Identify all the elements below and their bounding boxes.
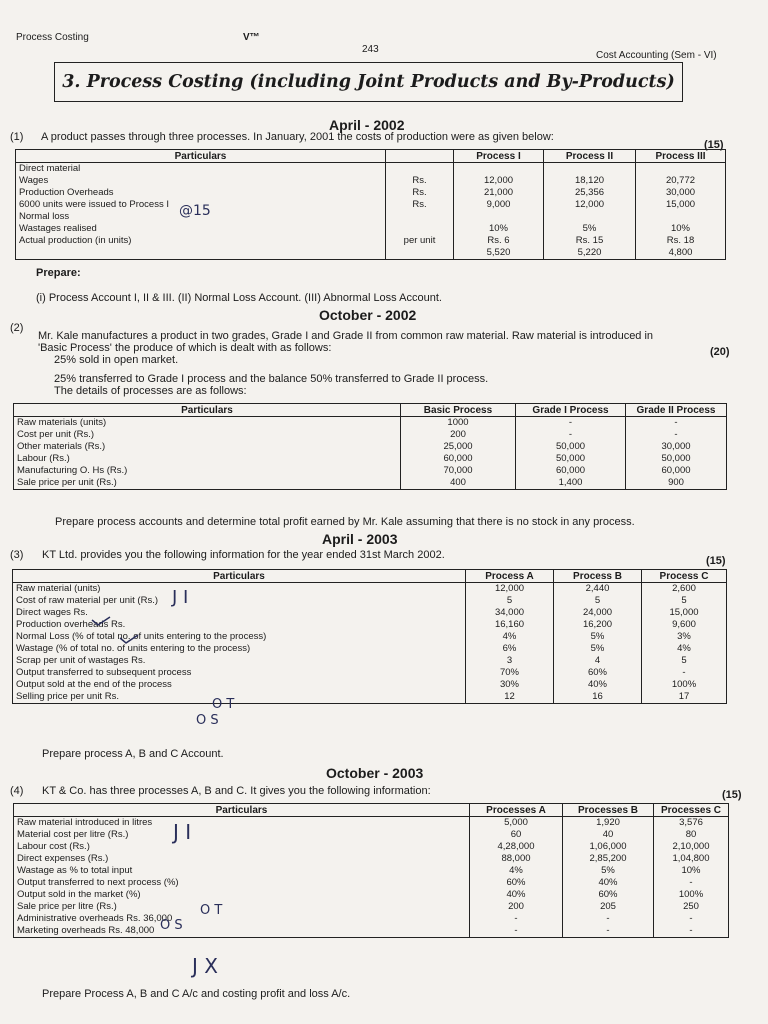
table-row <box>14 865 729 877</box>
table-cell: 40% <box>554 679 642 691</box>
table-cell: 30,000 <box>626 441 727 453</box>
q2-marks: (20) <box>710 346 730 358</box>
table-cell: 100% <box>654 889 729 901</box>
q1-marks: (15) <box>704 139 724 151</box>
table-cell: 3,576 <box>654 817 729 830</box>
q2-footer: Prepare process accounts and determine total profit earned by Mr. Kale assuming that there is no stock in any process. <box>55 516 635 528</box>
q4-col-header: Particulars <box>14 804 470 817</box>
table-cell: 40% <box>470 889 563 901</box>
table-cell: 1,04,800 <box>654 853 729 865</box>
table-cell: 88,000 <box>470 853 563 865</box>
table-cell: 6% <box>466 643 554 655</box>
handwritten-q4-os: O S <box>160 918 183 933</box>
table-row <box>13 679 727 691</box>
table-cell: 70% <box>466 667 554 679</box>
table-cell: Output sold at the end of the process <box>13 679 466 691</box>
handwritten-q4-ti: J I <box>173 820 192 844</box>
table-cell: 9,000 <box>454 199 544 211</box>
q2-table-body <box>14 417 727 490</box>
table-cell: 25,000 <box>401 441 516 453</box>
q1-col-header <box>386 150 454 163</box>
handwritten-check-marks <box>90 612 150 652</box>
table-cell: 9,600 <box>642 619 727 631</box>
table-cell: Production overheads Rs. <box>13 619 466 631</box>
handwritten-q3-ot: O T <box>212 697 235 712</box>
table-cell: 100% <box>642 679 727 691</box>
table-cell: Direct expenses (Rs.) <box>14 853 470 865</box>
table-row <box>13 595 727 607</box>
q3-intro: KT Ltd. provides you the following information for the year ended 31st March 2002. <box>42 549 445 561</box>
table-cell: 60% <box>554 667 642 679</box>
handwritten-q3-ti: J I <box>172 587 189 608</box>
table-cell: - <box>563 913 654 925</box>
table-cell: 200 <box>470 901 563 913</box>
table-cell: per unit <box>386 235 454 247</box>
table-cell: 5 <box>554 595 642 607</box>
table-cell: Raw material (units) <box>13 583 466 596</box>
q1-number: (1) <box>10 131 24 143</box>
table-cell: Labour (Rs.) <box>14 453 401 465</box>
table-cell: 24,000 <box>554 607 642 619</box>
handwritten-q3-os: O S <box>196 713 219 728</box>
table-row <box>14 477 727 490</box>
table-cell: 1,920 <box>563 817 654 830</box>
table-cell: 5,520 <box>454 247 544 260</box>
table-cell: Direct material <box>16 163 386 176</box>
q2-intro-1: Mr. Kale manufactures a product in two grades, Grade I and Grade II from common raw material. Raw material is introduced in <box>38 330 654 342</box>
table-row <box>14 429 727 441</box>
table-cell: 70,000 <box>401 465 516 477</box>
table-cell: Raw material introduced in litres <box>14 817 470 830</box>
table-cell: Wastage (% of total no. of units entering to the process) <box>13 643 466 655</box>
table-cell: 16 <box>554 691 642 704</box>
table-cell: Wastages realised <box>16 223 386 235</box>
table-cell: Labour cost (Rs.) <box>14 841 470 853</box>
table-cell: 5,000 <box>470 817 563 830</box>
table-cell: 10% <box>454 223 544 235</box>
table-cell <box>386 211 454 223</box>
table-cell: 1000 <box>401 417 516 430</box>
table-cell: 5 <box>642 595 727 607</box>
table-cell <box>386 223 454 235</box>
handwritten-q4-tx: J X <box>192 954 218 978</box>
table-cell: Rs. <box>386 199 454 211</box>
table-row <box>16 199 726 211</box>
q1-table-header <box>16 150 726 163</box>
q1-prepare-label: Prepare: <box>36 267 81 279</box>
table-cell: 12,000 <box>466 583 554 596</box>
table-cell: 21,000 <box>454 187 544 199</box>
table-row <box>14 465 727 477</box>
table-row <box>16 187 726 199</box>
table-cell: Selling price per unit Rs. <box>13 691 466 704</box>
q3-number: (3) <box>10 549 24 561</box>
table-cell: 4 <box>554 655 642 667</box>
table-cell: Administrative overheads Rs. 36,000 <box>14 913 470 925</box>
table-cell: 40% <box>563 877 654 889</box>
q3-marks: (15) <box>706 555 726 567</box>
q2-line-2: 25% transferred to Grade I process and the balance 50% transferred to Grade II process. <box>54 373 489 385</box>
q3-col-header: Process B <box>554 570 642 583</box>
table-cell: Scrap per unit of wastages Rs. <box>13 655 466 667</box>
q3-col-header: Process C <box>642 570 727 583</box>
table-cell: 10% <box>636 223 726 235</box>
table-cell: 50,000 <box>516 441 626 453</box>
table-cell: Output sold in the market (%) <box>14 889 470 901</box>
q2-table <box>13 403 727 490</box>
q1-table-body <box>16 163 726 260</box>
table-cell: - <box>626 417 727 430</box>
table-cell: Cost per unit (Rs.) <box>14 429 401 441</box>
table-row <box>13 583 727 596</box>
table-cell <box>386 163 454 176</box>
table-cell: Rs. <box>386 175 454 187</box>
table-cell: 200 <box>401 429 516 441</box>
table-cell: 3% <box>642 631 727 643</box>
table-cell: Other materials (Rs.) <box>14 441 401 453</box>
table-cell: Raw materials (units) <box>14 417 401 430</box>
table-cell <box>636 163 726 176</box>
table-cell <box>454 211 544 223</box>
table-cell: Rs. 18 <box>636 235 726 247</box>
table-cell: Rs. 15 <box>544 235 636 247</box>
table-cell: - <box>654 913 729 925</box>
table-row <box>14 913 729 925</box>
table-row <box>14 901 729 913</box>
table-cell: 1,400 <box>516 477 626 490</box>
table-cell: 400 <box>401 477 516 490</box>
table-cell: 60 <box>470 829 563 841</box>
table-cell: 10% <box>654 865 729 877</box>
table-cell: 5% <box>563 865 654 877</box>
table-cell: - <box>626 429 727 441</box>
table-row <box>14 829 729 841</box>
q4-table-body <box>14 817 729 938</box>
q1-col-header: Process III <box>636 150 726 163</box>
table-row <box>14 817 729 830</box>
table-cell: Sale price per unit (Rs.) <box>14 477 401 490</box>
table-row <box>16 163 726 176</box>
handwritten-q4-ot: O T <box>200 903 223 918</box>
table-cell: 4,800 <box>636 247 726 260</box>
table-cell: 5% <box>544 223 636 235</box>
table-cell: 25,356 <box>544 187 636 199</box>
table-cell <box>636 211 726 223</box>
q2-col-header: Basic Process <box>401 404 516 417</box>
q3-col-header: Particulars <box>13 570 466 583</box>
handwritten-q1-note: @15 <box>179 203 211 219</box>
q1-table <box>15 149 726 260</box>
publisher-logo: V™ <box>243 32 260 43</box>
q4-col-header: Processes B <box>563 804 654 817</box>
table-cell: Sale price per litre (Rs.) <box>14 901 470 913</box>
table-cell <box>544 163 636 176</box>
table-cell: - <box>470 925 563 938</box>
table-cell: 5% <box>554 643 642 655</box>
table-cell: 4,28,000 <box>470 841 563 853</box>
table-cell: 5 <box>466 595 554 607</box>
table-cell: Wastage as % to total input <box>14 865 470 877</box>
table-cell: Wages <box>16 175 386 187</box>
table-cell: Actual production (in units) <box>16 235 386 247</box>
table-row <box>14 877 729 889</box>
table-row <box>14 417 727 430</box>
table-cell: Rs. <box>386 187 454 199</box>
table-cell <box>544 211 636 223</box>
table-cell: - <box>654 925 729 938</box>
table-cell: Output transferred to next process (%) <box>14 877 470 889</box>
table-cell: 5 <box>642 655 727 667</box>
table-cell: Output transferred to subsequent process <box>13 667 466 679</box>
table-row <box>16 247 726 260</box>
chapter-title: 3. Process Costing (including Joint Products and By-Products) <box>54 62 683 102</box>
running-header-left: Process Costing <box>16 32 89 43</box>
q4-marks: (15) <box>722 789 742 801</box>
table-cell: 20,772 <box>636 175 726 187</box>
table-cell: - <box>516 429 626 441</box>
q4-session: October - 2003 <box>326 765 424 781</box>
page-number: 243 <box>362 44 379 55</box>
table-row <box>13 691 727 704</box>
q1-prepare-text: (i) Process Account I, II & III. (II) Normal Loss Account. (III) Abnormal Loss Account. <box>36 292 442 304</box>
q2-session: October - 2002 <box>319 307 417 323</box>
table-row <box>14 841 729 853</box>
q4-col-header: Processes C <box>654 804 729 817</box>
table-cell: 12 <box>466 691 554 704</box>
table-cell: 4% <box>470 865 563 877</box>
table-cell: Marketing overheads Rs. 48,000 <box>14 925 470 938</box>
table-cell: - <box>563 925 654 938</box>
table-cell: - <box>516 417 626 430</box>
q3-footer: Prepare process A, B and C Account. <box>42 748 224 760</box>
table-cell: - <box>642 667 727 679</box>
table-cell: 60,000 <box>401 453 516 465</box>
table-cell: 2,600 <box>642 583 727 596</box>
table-cell: Material cost per litre (Rs.) <box>14 829 470 841</box>
table-cell: 16,160 <box>466 619 554 631</box>
table-cell: 40 <box>563 829 654 841</box>
q1-col-header: Process II <box>544 150 636 163</box>
q4-footer: Prepare Process A, B and C A/c and costing profit and loss A/c. <box>42 988 351 1000</box>
table-cell: 12,000 <box>454 175 544 187</box>
table-cell: 16,200 <box>554 619 642 631</box>
table-cell: 15,000 <box>636 199 726 211</box>
table-cell: 60,000 <box>626 465 727 477</box>
table-cell: Direct wages Rs. <box>13 607 466 619</box>
table-cell: 17 <box>642 691 727 704</box>
table-row <box>13 667 727 679</box>
table-cell: Rs. 6 <box>454 235 544 247</box>
table-row <box>16 211 726 223</box>
table-cell: 12,000 <box>544 199 636 211</box>
table-cell: 1,06,000 <box>563 841 654 853</box>
table-cell: Normal Loss (% of total no. of units entering to the process) <box>13 631 466 643</box>
table-row <box>14 853 729 865</box>
table-cell: 80 <box>654 829 729 841</box>
q3-session: April - 2003 <box>322 531 398 547</box>
q2-intro-2: 'Basic Process' the produce of which is dealt with as follows: <box>38 342 332 354</box>
q3-table-header <box>13 570 727 583</box>
table-row <box>14 453 727 465</box>
table-cell: 250 <box>654 901 729 913</box>
table-cell: Production Overheads <box>16 187 386 199</box>
table-cell: - <box>654 877 729 889</box>
q1-col-header: Particulars <box>16 150 386 163</box>
table-row <box>14 441 727 453</box>
table-cell: 3 <box>466 655 554 667</box>
table-cell: Cost of raw material per unit (Rs.) <box>13 595 466 607</box>
q4-col-header: Processes A <box>470 804 563 817</box>
q3-col-header: Process A <box>466 570 554 583</box>
q2-col-header: Grade I Process <box>516 404 626 417</box>
table-cell: Normal loss <box>16 211 386 223</box>
table-cell: 50,000 <box>516 453 626 465</box>
table-cell: 34,000 <box>466 607 554 619</box>
q2-line-3: The details of processes are as follows: <box>54 385 247 397</box>
table-cell <box>454 163 544 176</box>
table-cell: 60% <box>470 877 563 889</box>
q1-col-header: Process I <box>454 150 544 163</box>
table-row <box>14 889 729 901</box>
table-cell: 2,10,000 <box>654 841 729 853</box>
table-cell: Manufacturing O. Hs (Rs.) <box>14 465 401 477</box>
q4-intro: KT & Co. has three processes A, B and C. It gives you the following information: <box>42 785 431 797</box>
q2-table-header <box>14 404 727 417</box>
q1-intro: A product passes through three processes. In January, 2001 the costs of production were as given below: <box>41 131 554 143</box>
table-row <box>16 223 726 235</box>
running-header-right: Cost Accounting (Sem - VI) <box>596 50 717 61</box>
table-cell: 205 <box>563 901 654 913</box>
table-cell: 60% <box>563 889 654 901</box>
table-cell <box>16 247 386 260</box>
q2-col-header: Particulars <box>14 404 401 417</box>
table-cell <box>386 247 454 260</box>
table-cell: 50,000 <box>626 453 727 465</box>
q2-col-header: Grade II Process <box>626 404 727 417</box>
table-cell: 4% <box>642 643 727 655</box>
table-cell: 2,440 <box>554 583 642 596</box>
table-cell: 30% <box>466 679 554 691</box>
q4-table-header <box>14 804 729 817</box>
table-cell: - <box>470 913 563 925</box>
table-cell: 60,000 <box>516 465 626 477</box>
q4-table <box>13 803 729 938</box>
table-row <box>16 235 726 247</box>
table-cell: 2,85,200 <box>563 853 654 865</box>
table-row <box>16 175 726 187</box>
table-cell: 15,000 <box>642 607 727 619</box>
table-cell: 6000 units were issued to Process I <box>16 199 386 211</box>
table-cell: 900 <box>626 477 727 490</box>
q1-session: April - 2002 <box>329 117 405 133</box>
table-row <box>14 925 729 938</box>
q2-number: (2) <box>10 322 24 334</box>
table-cell: 5,220 <box>544 247 636 260</box>
table-cell: 18,120 <box>544 175 636 187</box>
table-cell: 30,000 <box>636 187 726 199</box>
q2-line-1: 25% sold in open market. <box>54 354 179 366</box>
q4-number: (4) <box>10 785 24 797</box>
table-cell: 5% <box>554 631 642 643</box>
table-row <box>13 655 727 667</box>
table-cell: 4% <box>466 631 554 643</box>
